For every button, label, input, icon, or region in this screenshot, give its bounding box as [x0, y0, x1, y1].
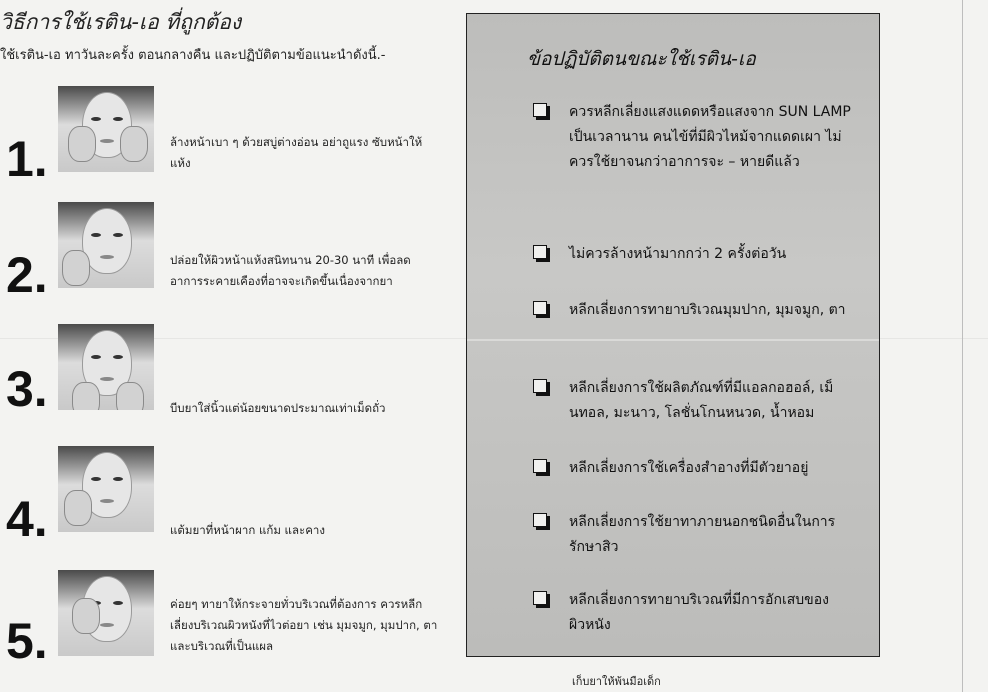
- hand-icon: [68, 126, 96, 162]
- checkbox-icon: [533, 379, 547, 393]
- eye-icon: [113, 233, 123, 237]
- hand-icon: [120, 126, 148, 162]
- step-number: 2.: [6, 247, 48, 303]
- eye-icon: [113, 355, 123, 359]
- step-text: ล้างหน้าเบา ๆ ด้วยสบู่ต่างอ่อน อย่าถูแรง ซับหน้าให้แห้ง: [170, 135, 423, 170]
- step-illustration: [58, 446, 154, 532]
- checkbox-icon: [533, 103, 547, 117]
- intro-text: ใช้เรติน-เอ ทาวันละครั้ง ตอนกลางคืน และปฏิบัติตามข้อแนะนำดังนี้.-: [0, 48, 386, 63]
- precautions-box: [466, 13, 880, 657]
- mouth-icon: [100, 255, 114, 259]
- hand-icon: [116, 382, 144, 410]
- precaution-text: หลีกเลี่ยงการทายาบริเวณที่มีการอักเสบของผิวหนัง: [569, 592, 829, 633]
- step-illustration: [58, 86, 154, 172]
- precaution-text: หลีกเลี่ยงการใช้ยาทาภายนอกชนิดอื่นในการรักษาสิว: [569, 514, 836, 555]
- precaution-text: ควรหลีกเลี่ยงแสงแดดหรือแสงจาก SUN LAMP เป็นเวลานาน คนไข้ที่มีผิวไหม้จากแดดเผา ไม่ควรใช้ยาจนกว่าอาการจะ – หายดีแล้ว: [569, 104, 851, 170]
- checkbox-icon: [533, 245, 547, 259]
- eye-icon: [91, 477, 101, 481]
- checkbox-icon: [533, 591, 547, 605]
- step-number: 5.: [6, 613, 48, 669]
- step-text: บีบยาใส่นิ้วแต่น้อยขนาดประมาณเท่าเม็ดถั่ว: [170, 401, 386, 415]
- step-3: [0, 324, 460, 434]
- precaution-text: หลีกเลี่ยงการใช้ผลิตภัณฑ์ที่มีแอลกอฮอล์, เม็นทอล, มะนาว, โลชั่นโกนหนวด, น้ำหอม: [569, 380, 834, 421]
- step-illustration: [58, 570, 154, 656]
- step-number: 3.: [6, 361, 48, 417]
- checkbox-icon: [533, 513, 547, 527]
- eye-icon: [91, 233, 101, 237]
- step-text: แต้มยาที่หน้าผาก แก้ม และคาง: [170, 523, 325, 537]
- hand-icon: [72, 382, 100, 410]
- step-illustration: [58, 202, 154, 288]
- precaution-text: หลีกเลี่ยงการทายาบริเวณมุมปาก, มุมจมูก, ตา: [569, 302, 846, 318]
- mouth-icon: [100, 377, 114, 381]
- step-number: 1.: [6, 131, 48, 187]
- eye-icon: [91, 117, 101, 121]
- eye-icon: [113, 601, 123, 605]
- eye-icon: [113, 117, 123, 121]
- hand-icon: [72, 598, 100, 634]
- precaution-text: ไม่ควรล้างหน้ามากกว่า 2 ครั้งต่อวัน: [569, 246, 787, 262]
- hand-icon: [62, 250, 90, 286]
- mouth-icon: [100, 499, 114, 503]
- precaution-text: หลีกเลี่ยงการใช้เครื่องสำอางที่มีตัวยาอยู่: [569, 460, 809, 476]
- step-number: 4.: [6, 491, 48, 547]
- precautions-title: ข้อปฏิบัติตนขณะใช้เรติน-เอ: [527, 48, 756, 70]
- step-text: ปล่อยให้ผิวหน้าแห้งสนิทนาน 20-30 นาที เพื่อลดอาการระคายเคืองที่อาจจะเกิดขึ้นเนื่องจากยา: [170, 253, 411, 288]
- checkbox-icon: [533, 301, 547, 315]
- step-4: [0, 446, 460, 556]
- eye-icon: [91, 355, 101, 359]
- step-5: [0, 570, 460, 680]
- step-text: ค่อยๆ ทายาให้กระจายทั่วบริเวณที่ต้องการ ควรหลีกเลี่ยงบริเวณผิวหนังที่ไวต่อยา เช่น มุมจมูก, มุมปาก, ตา และบริเวณที่เป็นแผล: [170, 597, 438, 653]
- step-illustration: [58, 324, 154, 410]
- page-edge: [962, 0, 963, 692]
- mouth-icon: [100, 623, 114, 627]
- mouth-icon: [100, 139, 114, 143]
- step-1: [0, 86, 460, 196]
- checkbox-icon: [533, 459, 547, 473]
- step-2: [0, 202, 460, 312]
- page-title: วิธีการใช้เรติน-เอ ที่ถูกต้อง: [0, 10, 242, 34]
- footer-note: เก็บยาให้พ้นมือเด็ก: [572, 675, 661, 688]
- eye-icon: [113, 477, 123, 481]
- hand-icon: [64, 490, 92, 526]
